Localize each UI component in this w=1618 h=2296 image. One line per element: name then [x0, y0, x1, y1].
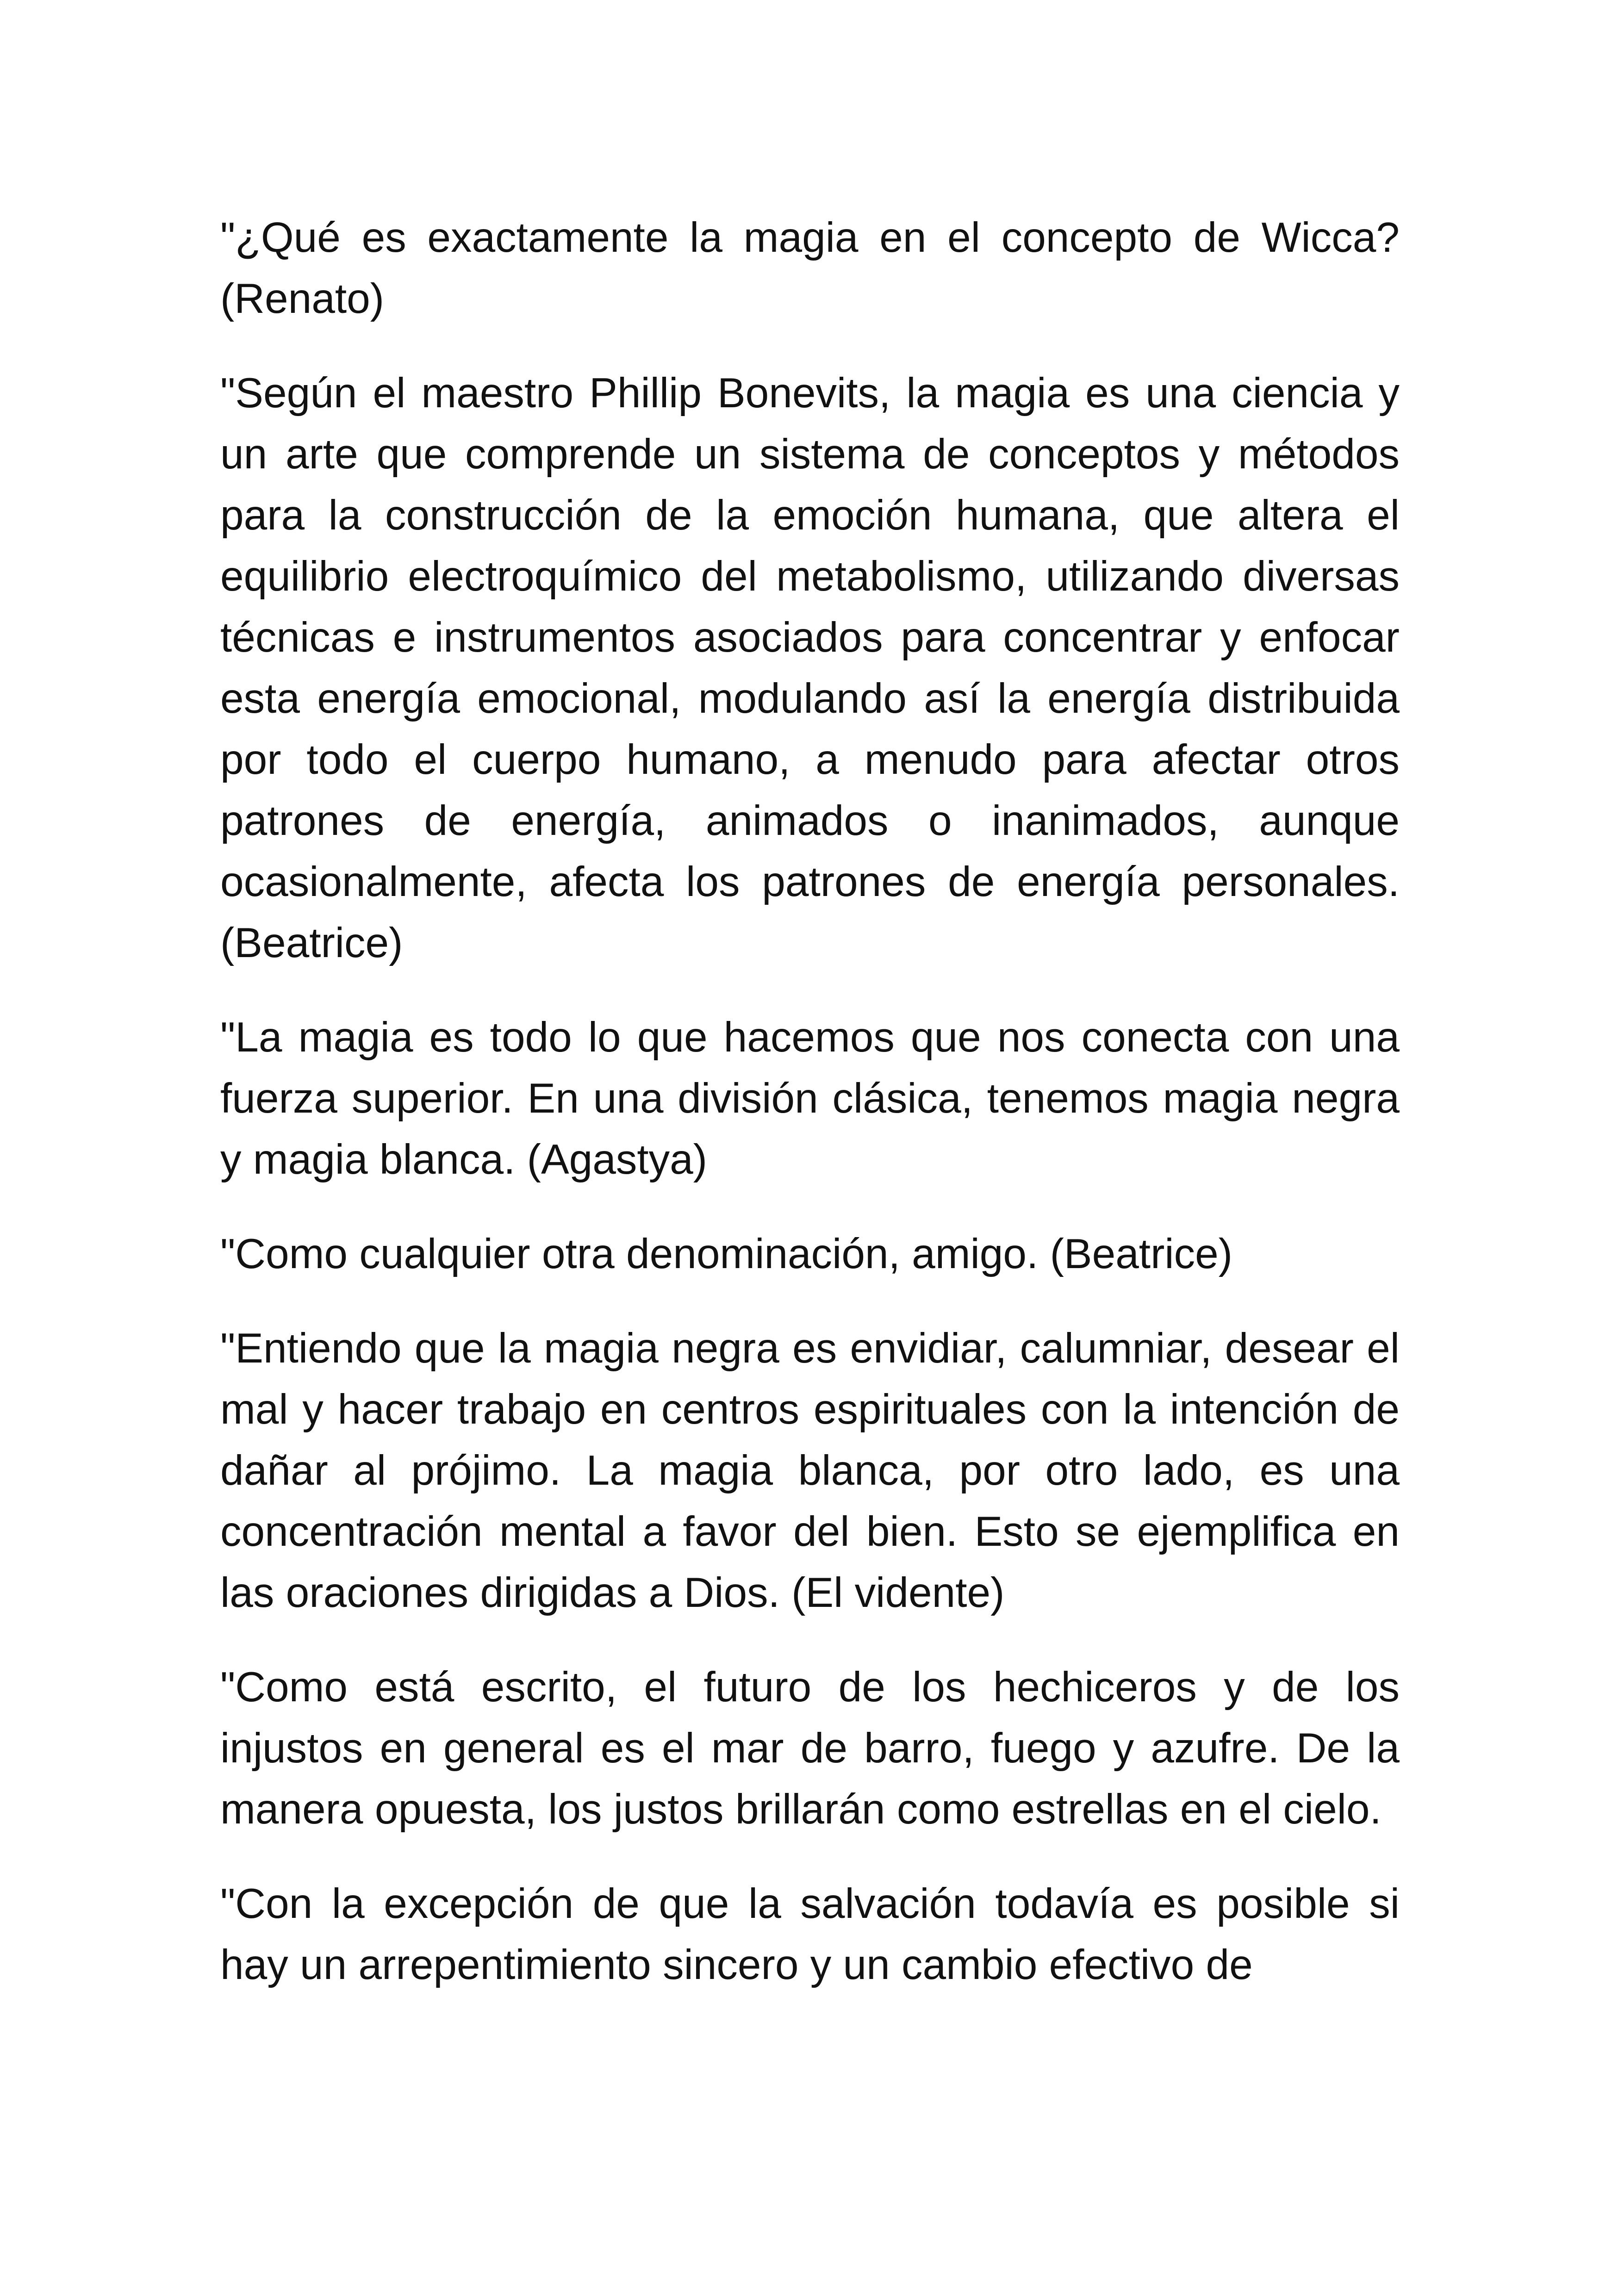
paragraph-salvacion: "Con la excepción de que la salvación todavía es posible si hay un arrepentimiento sincero y un cambio efectivo de — [220, 1880, 1400, 1988]
paragraph-hechiceros: "Como está escrito, el futuro de los hechiceros y de los injustos en general es el mar de barro, fuego y azufre. De la manera opuesta, los justos brillarán como estrellas en el cielo. — [220, 1664, 1400, 1833]
paragraph-agastya: "La magia es todo lo que hacemos que nos conecta con una fuerza superior. En una división clásica, tenemos magia negra y magia blanca. (Agastya) — [220, 1014, 1400, 1183]
document-body — [220, 207, 1400, 2029]
paragraph-question-renato: "¿Qué es exactamente la magia en el concepto de Wicca? (Renato) — [220, 214, 1400, 322]
paragraph-beatrice-definition: "Según el maestro Phillip Bonevits, la magia es una ciencia y un arte que comprende un sistema de conceptos y métodos para la construcción de la emoción humana, que altera el equilibrio electroquímico del metabolismo, utilizando diversas técnicas e instrumentos asociados para concentrar y enfocar esta energía emocional, modulando así la energía distribuida por todo el cuerpo humano, a menudo para afectar otros patrones de energía, animados o inanimados, aunque ocasionalmente, afecta los patrones de energía personales. (Beatrice) — [220, 370, 1400, 966]
paragraph-el-vidente: "Entiendo que la magia negra es envidiar, calumniar, desear el mal y hacer trabajo en centros espirituales con la intención de dañar al prójimo. La magia blanca, por otro lado, es una concentración mental a favor del bien. Esto se ejemplifica en las oraciones dirigidas a Dios. (El vidente) — [220, 1325, 1400, 1616]
paragraph-beatrice-reply: "Como cualquier otra denominación, amigo. (Beatrice) — [220, 1231, 1233, 1277]
